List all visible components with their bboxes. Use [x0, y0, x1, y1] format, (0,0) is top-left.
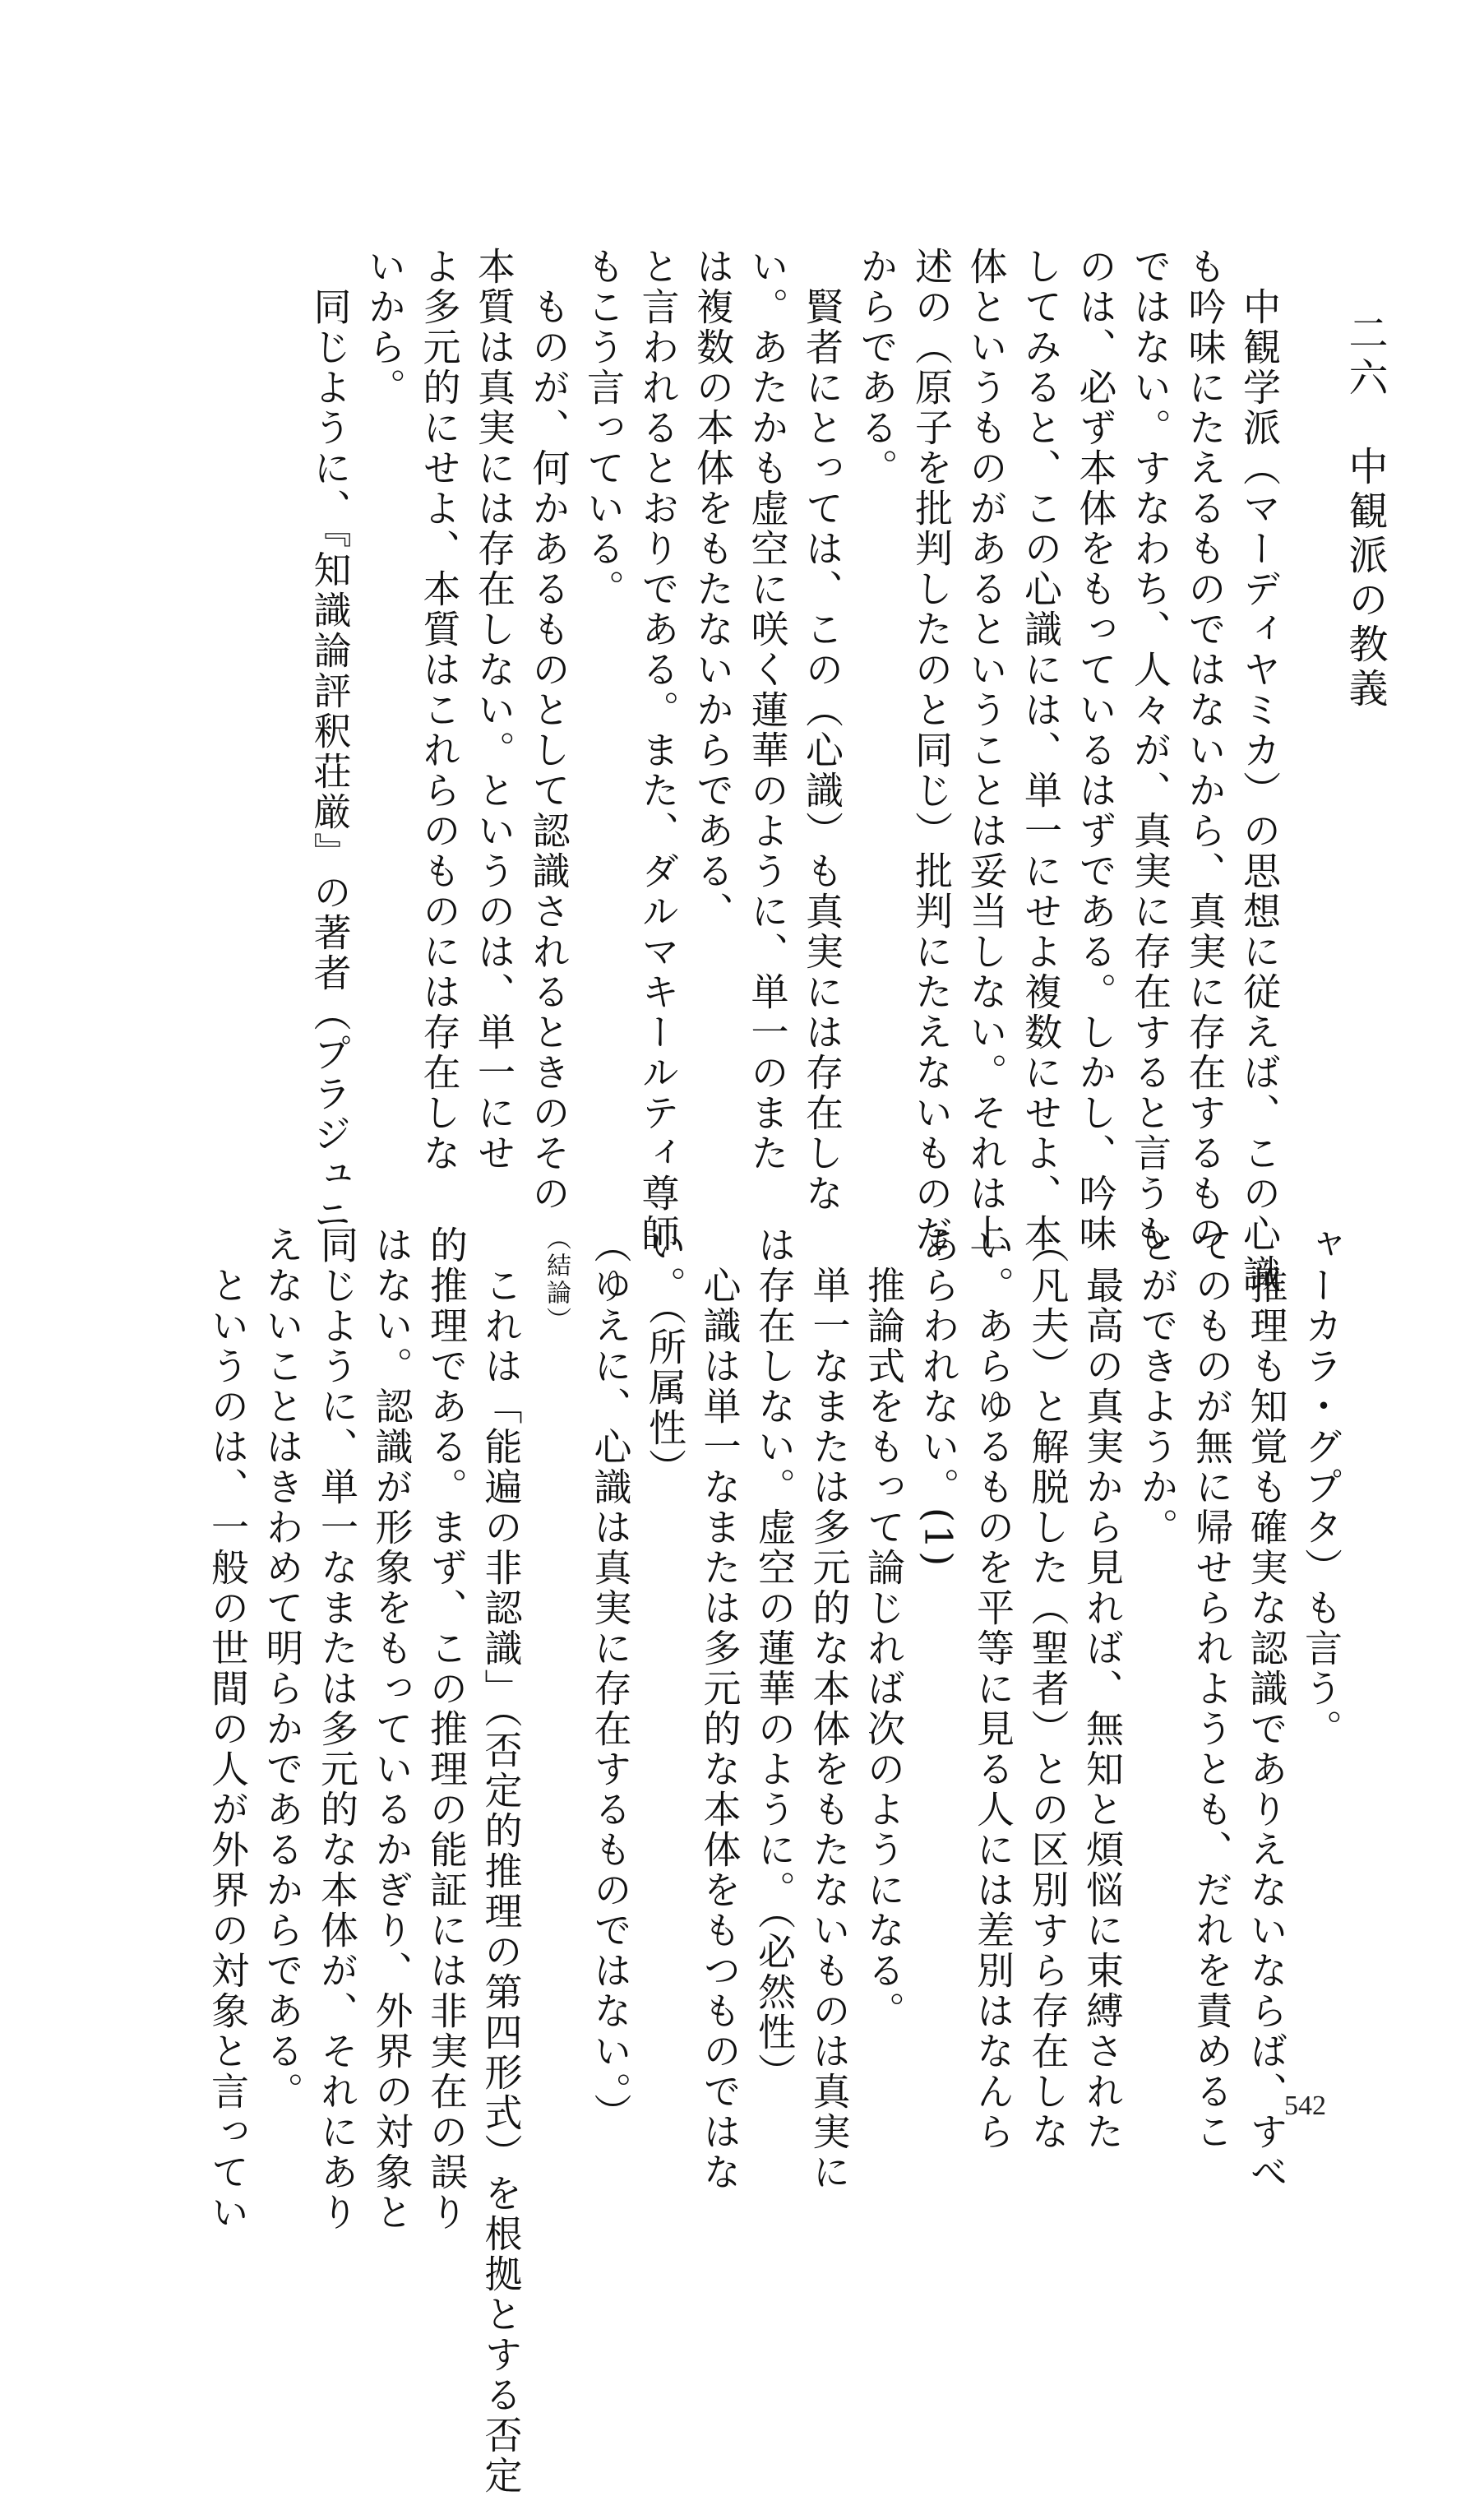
text-line: からである。 — [854, 247, 899, 489]
text-line: ものが、何かあるものとして認識されるときのその — [526, 247, 571, 1214]
text-line: ではない。すなわち、人々が、真実に存在すると言うも — [1128, 247, 1172, 1254]
text-line: ャーカラ・グプタ）も言う。 — [1299, 1225, 1343, 1749]
text-line: 心識は単一なまたは多元的な本体をもつものではな — [697, 1225, 742, 2193]
text-line: 最高の真実から見れば、無知と煩悩に束縛された — [1080, 1225, 1125, 2152]
text-line: てのものが無に帰せられようとも、だれを責めるこ — [1190, 1225, 1234, 2152]
text-line: これは「能遍の非認識」（否定的推理の第四形式）を根拠とする否定 — [478, 1225, 524, 2496]
text-line: は存在しない。虚空の蓮華のように。（必然性） — [752, 1225, 797, 2093]
text-line: 賢者にとっては、この（心識）も真実には存在しな — [800, 247, 844, 1214]
text-line: えないことはきわめて明らかであるからである。 — [260, 1225, 305, 2112]
text-line: （凡夫）と解脱した（聖者）との区別すら存在しな — [1025, 1225, 1070, 2152]
section-title — [1338, 313, 1393, 1151]
text-line: とができようか。 — [1135, 1225, 1180, 1548]
text-line: あらわれない。(1) — [916, 1225, 961, 1569]
text-line: よ多元的にせよ、本質はこれらのものには存在しな — [417, 247, 462, 1174]
page-number: 542 — [1284, 2091, 1326, 2121]
text-line: い。（所属性） — [643, 1225, 687, 1489]
text-line: 体というものがあるということは妥当しない。それは上 — [964, 247, 1009, 1254]
text-line: （ゆえに、心識は真実に存在するものではない。） — [588, 1225, 633, 2133]
section-heading: 二六 中観派の教義 — [1342, 313, 1388, 712]
text-line: い。あたかも虚空に咲く蓮華のように、単一のまた — [745, 247, 790, 1174]
text-line: 述の（原子を批判したのと同じ）批判にたえないものだ — [909, 247, 954, 1254]
text-block-bottom — [201, 1225, 1349, 2496]
text-line: いから。 — [363, 247, 407, 408]
text-line: 的推理である。まず、この推理の能証には非実在の誤り — [424, 1225, 469, 2233]
text-line: （結論） — [542, 1225, 571, 1334]
text-line: 同じように、単一なまたは多元的な本体が、それにあり — [315, 1225, 359, 2233]
text-line: も吟味にたえるものではないから、真実に存在するもの — [1182, 247, 1227, 1254]
text-line: してみると、この心識には、単一にせよ複数にせよ、本 — [1019, 247, 1063, 1254]
text-line: 単一なまたは多元的な本体をもたないものは真実に — [807, 1225, 852, 2193]
text-line: は複数の本体をもたないからである、 — [691, 247, 735, 932]
text-line: 本質は真実には存在しない。というのは、単一にせ — [472, 247, 516, 1174]
text-line: 推理も知覚も確実な認識でありえないならば、すべ — [1244, 1225, 1289, 2193]
text-line: 中観学派（マーディヤミカ）の思想に従えば、この心識 — [1237, 247, 1282, 1294]
text-line: い。あらゆるものを平等に見る人には差別はなんら — [971, 1225, 1015, 2152]
text-line: もこう言っている。 — [581, 247, 626, 609]
text-line: と言われるとおりである。また、ダルマキールティ尊師 — [636, 247, 681, 1254]
text-line: というのは、一般の世間の人が外界の対象と言ってい — [206, 1225, 250, 2233]
text-line: 推論式をもって論じれば次のようになる。 — [862, 1225, 906, 2031]
text-line: 同じように、『知識論評釈荘厳』の著者（プラジュニ — [307, 247, 353, 1235]
text-line: はない。認識が形象をもっているかぎり、外界の対象と — [369, 1225, 414, 2233]
text-line: のは、必ず本体をもっているはずである。しかし、吟味 — [1073, 247, 1118, 1254]
